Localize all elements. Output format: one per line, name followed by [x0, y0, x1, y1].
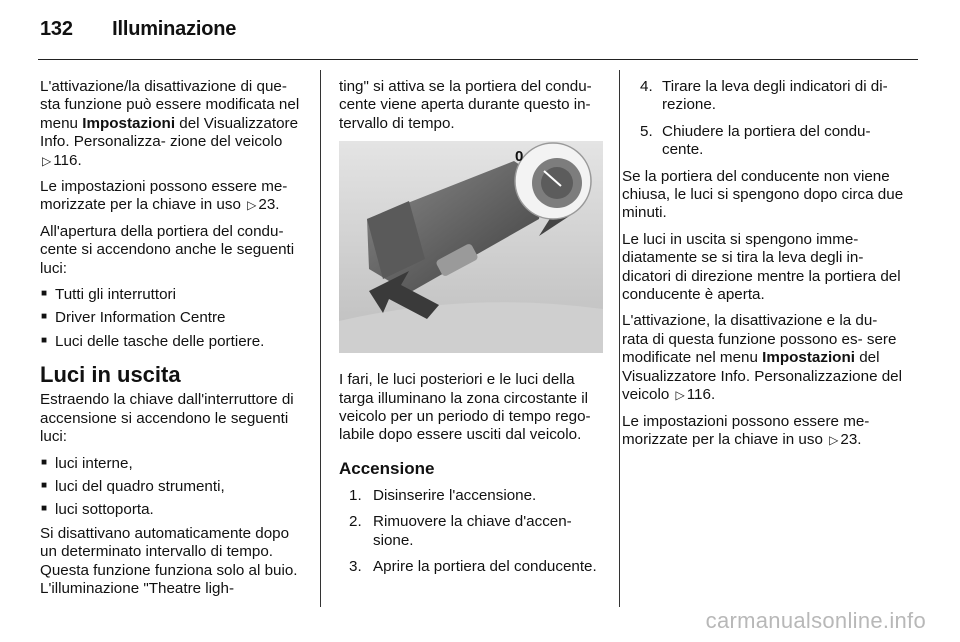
header-rule: [38, 59, 918, 60]
step-item: 5. Chiudere la portiera del condu- cente.: [640, 122, 871, 159]
column-divider-2: [619, 70, 620, 607]
paragraph: Estraendo la chiave dall'interruttore di accensione si accendono le seguenti luci:: [40, 391, 294, 446]
column-1: [40, 78, 304, 606]
step-item: 3. Aprire la portiera del conducente.: [349, 558, 597, 576]
paragraph: L'attivazione, la disattivazione e la du- rata di questa funzione possono es- sere modificate nel menu Impostazioni del Visualizzatore Info. Personalizzazione del veicolo ▷ 116.: [622, 312, 903, 404]
paragraph: L'attivazione/la disattivazione di que- sta funzione può essere modificata nel menu Impostazioni del Visualizzatore Info. Personalizza- zione del veicolo ▷ 116.: [40, 78, 300, 169]
paragraph: ting" si attiva se la portiera del condu- cente viene aperta durante questo in- tervallo di tempo.: [339, 78, 592, 132]
menu-name: Impostazioni: [762, 349, 855, 367]
page-ref[interactable]: 23.: [258, 196, 280, 214]
page-ref-arrow-icon: ▷: [42, 153, 52, 168]
page-title: Illuminazione: [112, 18, 237, 40]
paragraph: Le impostazioni possono essere me- morizzate per la chiave in uso ▷ 23.: [40, 178, 288, 214]
page-ref[interactable]: 116.: [686, 386, 716, 404]
page-ref-arrow-icon: ▷: [675, 388, 685, 403]
list-item: ■ luci interne,: [40, 455, 304, 473]
column-3: [622, 78, 904, 457]
paragraph: Le impostazioni possono essere me- morizzate per la chiave in uso ▷ 23.: [622, 412, 870, 448]
page-ref[interactable]: 23.: [840, 430, 862, 448]
list-item: ■ Tutti gli interruttori: [40, 286, 304, 304]
turn-signal-lever-illustration: [339, 141, 603, 353]
menu-name: Impostazioni: [82, 114, 176, 132]
paragraph: Le luci in uscita si spengono imme- diatamente se si tira la leva degli in- dicatori di direzione mentre la portiera del conducente è aperta.: [622, 230, 901, 304]
page-ref-arrow-icon: ▷: [247, 198, 257, 213]
paragraph: All'apertura della portiera del condu- cente si accendono anche le seguenti luci:: [40, 222, 295, 277]
column-divider-1: [320, 70, 321, 607]
list-item: ■ Luci delle tasche delle portiere.: [40, 333, 304, 351]
subsection-heading: Accensione: [339, 458, 435, 478]
figure-label: 0: [515, 148, 524, 166]
page-ref-arrow-icon: ▷: [829, 432, 839, 447]
page-ref[interactable]: 116.: [53, 151, 82, 169]
step-item: 1. Disinserire l'accensione.: [349, 486, 537, 504]
step-item: 2. Rimuovere la chiave d'accen- sione.: [349, 513, 572, 549]
column-2: [339, 78, 603, 584]
page-header: [40, 18, 236, 41]
watermark: carmanualsonline.info: [705, 608, 926, 633]
paragraph: Si disattivano automaticamente dopo un determinato intervallo di tempo. Questa funzione funziona solo al buio. L'illuminazione "Theatre ligh-: [40, 524, 298, 597]
list-item: ■ luci del quadro strumenti,: [40, 478, 304, 496]
list-item: ■ luci sottoporta.: [40, 501, 304, 519]
section-heading: Luci in uscita: [40, 362, 181, 388]
step-item: 4. Tirare la leva degli indicatori di di- rezione.: [640, 78, 888, 114]
paragraph: I fari, le luci posteriori e le luci della targa illuminano la zona circostante il veicolo per un periodo di tempo rego- labile dopo essere usciti dal veicolo.: [339, 371, 591, 444]
page-number: 132: [40, 18, 73, 40]
paragraph: Se la portiera del conducente non viene chiusa, le luci si spengono dopo circa due minuti.: [622, 167, 904, 222]
list-item: ■ Driver Information Centre: [40, 309, 304, 327]
